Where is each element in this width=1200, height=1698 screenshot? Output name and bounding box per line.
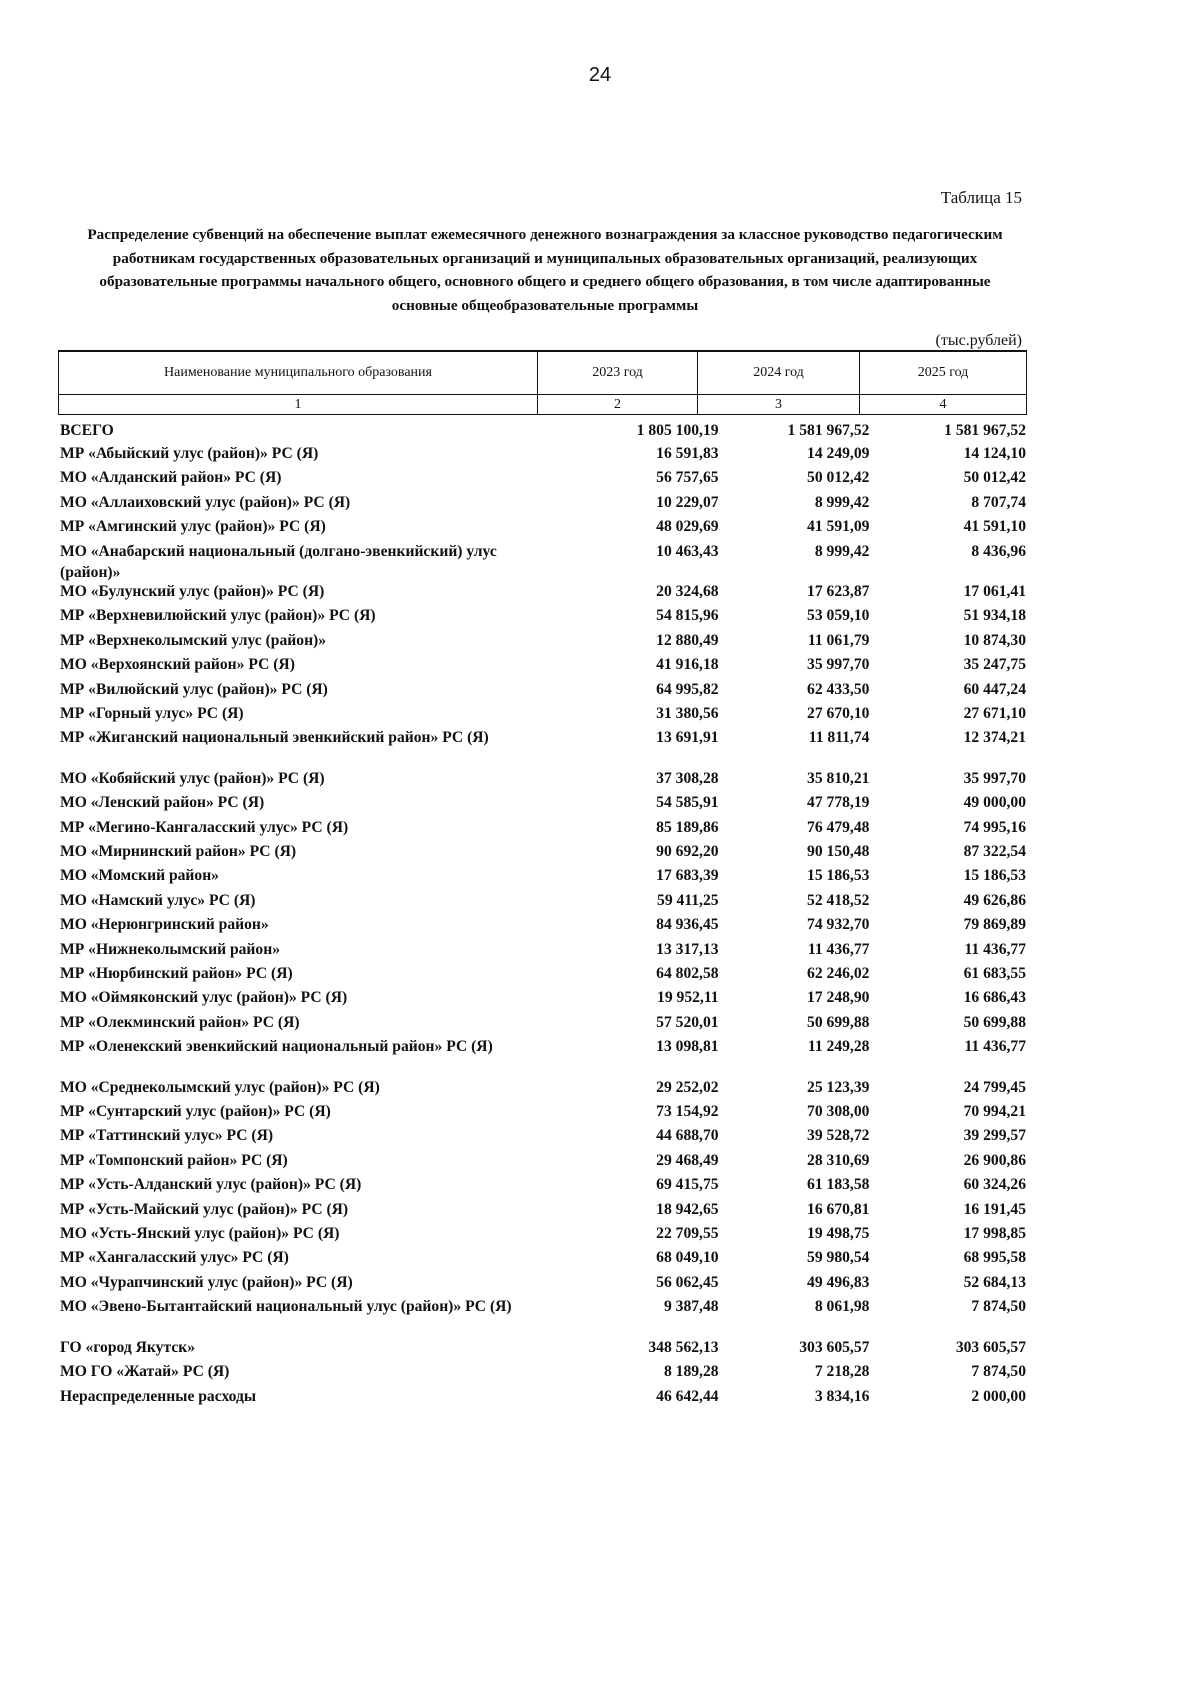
table-row	[58, 939, 1026, 963]
row-name: МО «Момский район»	[60, 867, 219, 885]
value-2024: 19 498,75	[807, 1225, 870, 1243]
value-2025: 15 186,53	[963, 867, 1026, 885]
row-name: МО «Усть-Янский улус (район)» РС (Я)	[60, 1225, 340, 1243]
value-2023: 46 642,44	[656, 1387, 719, 1405]
row-name: МО «Аллаиховский улус (район)» РС (Я)	[60, 493, 351, 511]
table-row	[58, 914, 1026, 938]
row-name: МО «Среднеколымский улус (район)» РС (Я)	[60, 1078, 380, 1096]
value-2025: 52 684,13	[963, 1273, 1026, 1291]
table-row	[58, 1337, 1026, 1361]
value-2025: 303 605,57	[955, 1338, 1026, 1356]
value-2023: 1 805 100,19	[636, 422, 719, 439]
row-name: МО «Ленский район» РС (Я)	[60, 794, 265, 812]
header-2023: 2023 год	[538, 351, 698, 395]
value-2023: 41 916,18	[656, 656, 719, 674]
row-name: ВСЕГО	[60, 422, 114, 439]
value-2023: 68 049,10	[656, 1249, 719, 1267]
value-2025: 35 997,70	[963, 769, 1026, 787]
row-name: Нераспределенные расходы	[60, 1387, 257, 1405]
header-2024: 2024 год	[698, 351, 860, 395]
value-2024: 11 436,77	[807, 940, 870, 958]
value-2023: 13 098,81	[656, 1038, 719, 1056]
row-name: МР «Таттинский улус» РС (Я)	[60, 1127, 274, 1145]
table-row	[58, 817, 1026, 841]
value-2023: 73 154,92	[656, 1103, 719, 1121]
value-2024: 49 496,83	[807, 1273, 870, 1291]
value-2023: 8 189,28	[663, 1363, 719, 1381]
value-2023: 85 189,86	[656, 818, 719, 836]
value-2024: 8 999,42	[814, 542, 870, 560]
value-2025: 7 874,50	[971, 1363, 1026, 1381]
value-2024: 39 528,72	[807, 1127, 870, 1145]
value-2025: 51 934,18	[963, 607, 1026, 625]
value-2023: 10 229,07	[656, 493, 719, 511]
column-number: 2	[538, 395, 698, 415]
row-name: МР «Сунтарский улус (район)» РС (Я)	[60, 1103, 331, 1121]
value-2023: 29 252,02	[656, 1078, 719, 1096]
value-2024: 7 218,28	[814, 1363, 870, 1381]
value-2024: 16 670,81	[807, 1200, 870, 1218]
table-row	[58, 1077, 1026, 1101]
value-2025: 11 436,77	[964, 940, 1026, 958]
value-2023: 54 815,96	[656, 607, 719, 625]
value-2023: 10 463,43	[656, 542, 719, 560]
value-2023: 54 585,91	[656, 794, 719, 812]
value-2024: 25 123,39	[807, 1078, 870, 1096]
table-row	[58, 1012, 1026, 1036]
value-2024: 50 012,42	[807, 469, 870, 487]
value-2025: 60 447,24	[963, 680, 1026, 698]
value-2025: 27 671,10	[963, 705, 1026, 723]
table-row	[58, 1150, 1026, 1174]
value-2025: 12 374,21	[963, 729, 1026, 747]
value-2023: 13 317,13	[656, 940, 719, 958]
value-2024: 11 249,28	[807, 1038, 870, 1056]
value-2025: 8 707,74	[971, 493, 1026, 511]
table-row	[58, 727, 1026, 768]
row-name: МО «Оймяконский улус (район)» РС (Я)	[60, 989, 348, 1007]
value-2024: 35 810,21	[807, 769, 870, 787]
table-row	[58, 630, 1026, 654]
value-2023: 348 562,13	[648, 1338, 719, 1356]
value-2023: 18 942,65	[656, 1200, 719, 1218]
table-row	[58, 703, 1026, 727]
row-name: ГО «город Якутск»	[60, 1338, 196, 1356]
row-name: МР «Абыйский улус (район)» РС (Я)	[60, 445, 319, 462]
row-name: МО «Эвено-Бытантайский национальный улус (район)» РС (Я)	[60, 1298, 512, 1316]
row-name: МО «Нерюнгринский район»	[60, 916, 269, 934]
value-2024: 17 248,90	[807, 989, 870, 1007]
row-name: МО «Чурапчинский улус (район)» РС (Я)	[60, 1273, 353, 1291]
table-row	[58, 841, 1026, 865]
row-name: МР «Томпонский район» РС (Я)	[60, 1151, 288, 1169]
value-2024: 41 591,09	[807, 518, 870, 536]
value-2023: 64 802,58	[656, 965, 719, 983]
document-title: Распределение субвенций на обеспечение выплат ежемесячного денежного вознаграждения за классное руководство педагогическим работникам государственных образовательных организаций и муниципальных образовательных организаций, реализующих образовательные программы начального общего, основного общего и среднего общего образования, в том числе адаптированные основные общеобразовательные программы	[87, 226, 1003, 314]
value-2025: 49 000,00	[963, 794, 1026, 812]
row-name: МО «Алданский район» РС (Я)	[60, 469, 282, 487]
value-2025: 79 869,89	[963, 916, 1026, 934]
value-2024: 62 433,50	[807, 680, 870, 698]
value-2024: 62 246,02	[807, 965, 870, 983]
row-name: МО «Мирнинский район» РС (Я)	[60, 843, 297, 861]
value-2025: 16 191,45	[963, 1200, 1026, 1218]
value-2023: 84 936,45	[656, 916, 719, 934]
value-2024: 17 623,87	[807, 583, 870, 601]
table-row	[58, 541, 1026, 582]
value-2025: 49 626,86	[963, 891, 1026, 909]
table-row	[58, 1199, 1026, 1223]
value-2023: 44 688,70	[656, 1127, 719, 1145]
column-number: 1	[59, 395, 538, 415]
value-2024: 8 061,98	[814, 1298, 870, 1316]
value-2025: 87 322,54	[963, 843, 1026, 861]
table-row	[58, 1223, 1026, 1247]
row-name: МР «Жиганский национальный эвенкийский район» РС (Я)	[60, 729, 489, 747]
value-2023: 12 880,49	[656, 631, 719, 649]
header-2025: 2025 год	[860, 351, 1027, 395]
value-2024: 74 932,70	[807, 916, 870, 934]
value-2024: 14 249,09	[807, 445, 870, 462]
value-2024: 15 186,53	[807, 867, 870, 885]
value-2023: 56 757,65	[656, 469, 719, 487]
table-row	[58, 768, 1026, 792]
row-name: МО «Верхоянский район» РС (Я)	[60, 656, 295, 674]
table-row	[58, 1361, 1026, 1385]
units-label: (тыс.рублей)	[935, 332, 1022, 349]
value-2025: 74 995,16	[963, 818, 1026, 836]
value-2023: 57 520,01	[656, 1013, 719, 1031]
value-2024: 27 670,10	[807, 705, 870, 723]
row-name: МР «Мегино-Кангаласский улус» РС (Я)	[60, 818, 349, 836]
value-2023: 64 995,82	[656, 680, 719, 698]
value-2025: 14 124,10	[963, 445, 1026, 462]
table-row	[58, 1296, 1026, 1337]
value-2024: 47 778,19	[807, 794, 870, 812]
value-2025: 1 581 967,52	[944, 422, 1026, 439]
column-number: 4	[860, 395, 1027, 415]
row-name: МР «Нижнеколымский район»	[60, 940, 280, 958]
row-name: МР «Оленекский эвенкийский национальный район» РС (Я)	[60, 1038, 493, 1056]
table-row	[58, 654, 1026, 678]
value-2025: 68 995,58	[963, 1249, 1026, 1267]
table-row	[58, 1036, 1026, 1077]
row-name: МР «Горный улус» РС (Я)	[60, 705, 244, 723]
value-2024: 53 059,10	[807, 607, 870, 625]
header-row	[59, 351, 1027, 395]
value-2024: 1 581 967,52	[787, 422, 870, 439]
table-row	[58, 467, 1026, 491]
table-row	[58, 492, 1026, 516]
row-name: МР «Амгинский улус (район)» РС (Я)	[60, 518, 326, 536]
table-row	[58, 865, 1026, 889]
value-2025: 2 000,00	[971, 1387, 1026, 1405]
value-2023: 59 411,25	[657, 891, 719, 909]
column-number: 3	[698, 395, 860, 415]
value-2025: 61 683,55	[963, 965, 1026, 983]
page-number: 24	[588, 64, 612, 86]
table-row	[58, 1125, 1026, 1149]
value-2025: 16 686,43	[963, 989, 1026, 1007]
row-name: МР «Верхневилюйский улус (район)» РС (Я)	[60, 607, 376, 625]
table-row	[58, 516, 1026, 540]
value-2023: 29 468,49	[656, 1151, 719, 1169]
value-2024: 70 308,00	[807, 1103, 870, 1121]
table-row	[58, 963, 1026, 987]
value-2025: 39 299,57	[963, 1127, 1026, 1145]
value-2023: 69 415,75	[656, 1176, 719, 1194]
value-2025: 41 591,10	[963, 518, 1026, 536]
row-name: МР «Усть-Алданский улус (район)» РС (Я)	[60, 1176, 362, 1194]
value-2025: 26 900,86	[963, 1151, 1026, 1169]
table-row	[58, 443, 1026, 467]
value-2023: 22 709,55	[656, 1225, 719, 1243]
value-2024: 52 418,52	[807, 891, 870, 909]
value-2023: 37 308,28	[656, 769, 719, 787]
row-name: МР «Усть-Майский улус (район)» РС (Я)	[60, 1200, 349, 1218]
row-name: МР «Олекминский район» РС (Я)	[60, 1013, 300, 1031]
table-header	[58, 350, 1027, 415]
row-name: МР «Нюрбинский район» РС (Я)	[60, 965, 293, 983]
value-2024: 90 150,48	[807, 843, 870, 861]
table-row	[58, 1247, 1026, 1271]
value-2025: 50 012,42	[963, 469, 1026, 487]
row-name: МО «Анабарский национальный (долгано-эвенкийский) улус (район)»	[60, 542, 497, 581]
value-2024: 76 479,48	[807, 818, 870, 836]
value-2024: 61 183,58	[807, 1176, 870, 1194]
row-name: МО «Кобяйский улус (район)» РС (Я)	[60, 769, 325, 787]
value-2024: 28 310,69	[807, 1151, 870, 1169]
row-name: МО «Намский улус» РС (Я)	[60, 891, 256, 909]
row-name: МО ГО «Жатай» РС (Я)	[60, 1363, 230, 1381]
value-2023: 48 029,69	[656, 518, 719, 536]
value-2025: 35 247,75	[963, 656, 1026, 674]
value-2023: 31 380,56	[656, 705, 719, 723]
value-2025: 17 998,85	[963, 1225, 1026, 1243]
value-2023: 16 591,83	[656, 445, 719, 462]
value-2023: 20 324,68	[656, 583, 719, 601]
value-2024: 11 811,74	[808, 729, 870, 747]
value-2025: 17 061,41	[963, 583, 1026, 601]
table-row	[58, 1101, 1026, 1125]
value-2024: 303 605,57	[799, 1338, 870, 1356]
total-row	[58, 422, 1026, 443]
value-2025: 7 874,50	[971, 1298, 1026, 1316]
table-row	[58, 1174, 1026, 1198]
value-2025: 60 324,26	[963, 1176, 1026, 1194]
value-2023: 90 692,20	[656, 843, 719, 861]
row-name: МР «Верхнеколымский улус (район)»	[60, 631, 327, 649]
table-row	[58, 792, 1026, 816]
value-2024: 59 980,54	[807, 1249, 870, 1267]
value-2024: 50 699,88	[807, 1013, 870, 1031]
value-2023: 19 952,11	[657, 989, 719, 1007]
table-row	[58, 1272, 1026, 1296]
table-body	[58, 422, 1026, 1410]
header-name: Наименование муниципального образования	[59, 351, 538, 395]
value-2024: 11 061,79	[807, 631, 870, 649]
table-row	[58, 679, 1026, 703]
value-2023: 9 387,48	[663, 1298, 719, 1316]
row-name: МР «Вилюйский улус (район)» РС (Я)	[60, 680, 328, 698]
value-2025: 8 436,96	[971, 542, 1026, 560]
table-row	[58, 987, 1026, 1011]
value-2025: 50 699,88	[963, 1013, 1026, 1031]
value-2024: 8 999,42	[814, 493, 870, 511]
value-2023: 13 691,91	[656, 729, 719, 747]
table-row	[58, 605, 1026, 629]
value-2023: 17 683,39	[656, 867, 719, 885]
value-2023: 56 062,45	[656, 1273, 719, 1291]
row-name: МР «Хангаласский улус» РС (Я)	[60, 1249, 289, 1267]
value-2025: 70 994,21	[963, 1103, 1026, 1121]
table-row	[58, 581, 1026, 605]
value-2025: 11 436,77	[964, 1038, 1026, 1056]
row-name: МО «Булунский улус (район)» РС (Я)	[60, 583, 325, 601]
value-2025: 24 799,45	[963, 1078, 1026, 1096]
table-row	[58, 890, 1026, 914]
column-number-row	[59, 395, 1027, 415]
value-2024: 35 997,70	[807, 656, 870, 674]
value-2025: 10 874,30	[963, 631, 1026, 649]
table-label: Таблица 15	[940, 188, 1022, 207]
value-2024: 3 834,16	[814, 1387, 870, 1405]
table-row	[58, 1386, 1026, 1410]
